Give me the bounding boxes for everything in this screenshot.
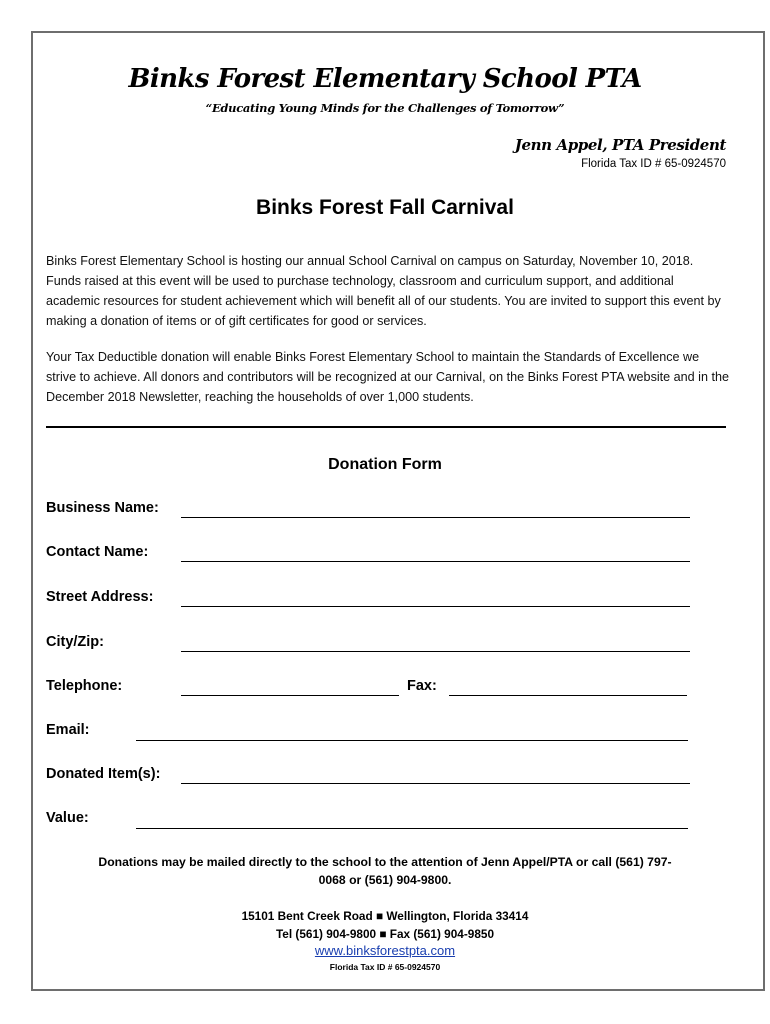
tax-deductible-paragraph: Your Tax Deductible donation will enable Binks Forest Elementary School to maintain the Standards of Excellence we strive to achieve. All donors and contributors will be recognized at our Carnival, on the Binks Forest PTA website and in the December 2018 Newsletter, reaching the households of over 1,000 students. — [46, 350, 729, 404]
email-label: Email: — [46, 722, 90, 738]
fax-label: Fax: — [407, 678, 437, 694]
street-address-label: Street Address: — [46, 589, 154, 605]
telephone-field[interactable] — [181, 695, 399, 696]
school-phone-fax: Tel (561) 904-9800 ■ Fax (561) 904-9850 — [275, 927, 495, 941]
school-motto: “Educating Young Minds for the Challenges of Tomorrow” — [205, 101, 565, 115]
donation-form-title: Donation Form — [328, 456, 442, 473]
school-name-heading: Binks Forest Elementary School PTA — [128, 64, 642, 94]
school-address: 15101 Bent Creek Road ■ Wellington, Florida 33414 — [241, 909, 529, 923]
tax-id-header: Florida Tax ID # 65-0924570 — [581, 158, 726, 170]
fax-field[interactable] — [449, 695, 687, 696]
mailing-notice: Donations may be mailed directly to the school to the attention of Jenn Appel/PTA or call (561) 797-0068 or (561) 904-9800. — [98, 855, 672, 887]
city-zip-label: City/Zip: — [46, 634, 104, 650]
contact-name-field[interactable] — [181, 561, 690, 562]
city-zip-field[interactable] — [181, 651, 690, 652]
street-address-field[interactable] — [181, 606, 690, 607]
event-title: Binks Forest Fall Carnival — [256, 196, 514, 219]
contact-name-label: Contact Name: — [46, 544, 149, 560]
event-description-paragraph: Binks Forest Elementary School is hosting our annual School Carnival on campus on Saturday, November 10, 2018. Funds raised at this event will be used to purchase technology, classroom and curriculum support, and additional academic resources for student achievement which will benefit all of our students. You are invited to support this event by making a donation of items or of gift certificates for good or services. — [46, 254, 721, 328]
donated-items-field[interactable] — [181, 783, 690, 784]
business-name-label: Business Name: — [46, 500, 159, 516]
telephone-label: Telephone: — [46, 678, 123, 694]
donated-items-label: Donated Item(s): — [46, 766, 161, 782]
email-field[interactable] — [136, 740, 688, 741]
tax-id-footer: Florida Tax ID # 65-0924570 — [329, 962, 441, 972]
website-link[interactable]: www.binksforestpta.com — [314, 943, 456, 958]
section-divider — [46, 426, 726, 428]
pta-president: Jenn Appel, PTA President — [514, 136, 726, 154]
value-field[interactable] — [136, 828, 688, 829]
business-name-field[interactable] — [181, 517, 690, 518]
value-label: Value: — [46, 810, 89, 826]
